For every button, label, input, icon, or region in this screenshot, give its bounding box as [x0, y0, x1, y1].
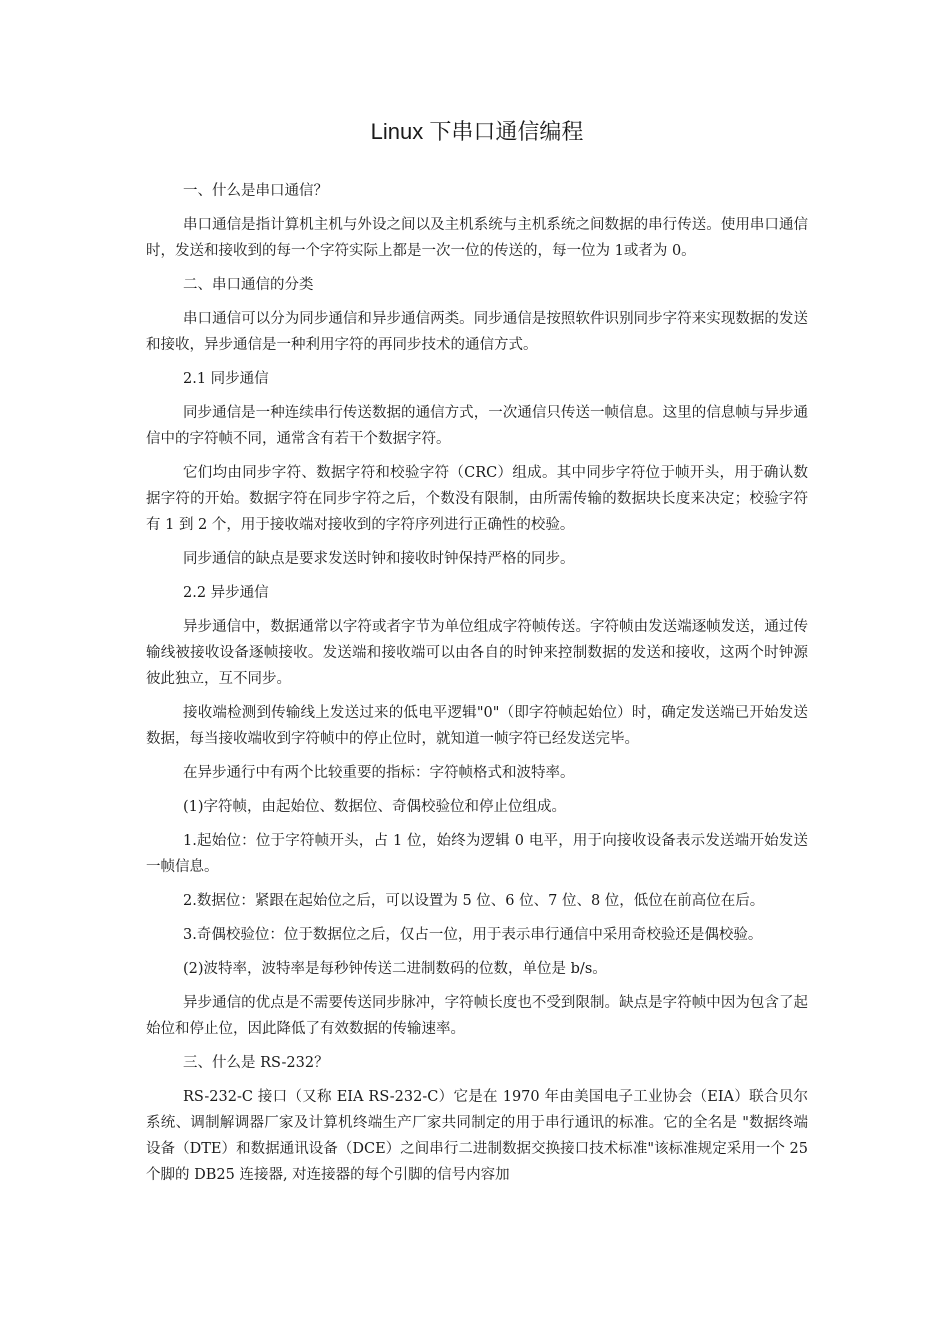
paragraph: RS-232-C 接口（又称 EIA RS-232-C）它是在 1970 年由美国电子工业协会（EIA）联合贝尔系统、调制解调器厂家及计算机终端生产厂家共同制定的用于串行通讯的标准。它的全名是 "数据终端设备（DTE）和数据通讯设备（DCE）之间串行二进制数据交换接口技术标准"该标准规定采用一个 25 个脚的 DB25 连接器, 对连接器的每个引脚的信号内容加 [146, 1089, 808, 1183]
paragraph: 在异步通行中有两个比较重要的指标：字符帧格式和波特率。 [183, 765, 575, 781]
paragraph: 异步通信的优点是不需要传送同步脉冲，字符帧长度也不受到限制。缺点是字符帧中因为包含了起始位和停止位，因此降低了有效数据的传输速率。 [146, 995, 808, 1037]
section-heading-3: 三、什么是 RS-232？ [183, 1055, 329, 1071]
paragraph: 同步通信的缺点是要求发送时钟和接收时钟保持严格的同步。 [183, 551, 575, 567]
list-item: (2)波特率，波特率是每秒钟传送二进制数码的位数，单位是 b/s。 [183, 961, 607, 977]
list-item: 3.奇偶校验位：位于数据位之后，仅占一位，用于表示串行通信中采用奇校验还是偶校验。 [183, 927, 763, 943]
subsection-heading-2-1: 2.1 同步通信 [183, 371, 269, 387]
list-item: 1.起始位：位于字符帧开头，占 1 位，始终为逻辑 0 电平，用于向接收设备表示发送端开始发送一帧信息。 [146, 833, 808, 875]
list-item: 2.数据位：紧跟在起始位之后，可以设置为 5 位、6 位、7 位、8 位，低位在前高位在后。 [183, 893, 765, 909]
section-heading-1: 一、什么是串口通信？ [183, 183, 328, 199]
paragraph: 接收端检测到传输线上发送过来的低电平逻辑"0"（即字符帧起始位）时，确定发送端已开始发送数据，每当接收端收到字符帧中的停止位时，就知道一帧字符已经发送完毕。 [146, 705, 808, 747]
paragraph: 串口通信是指计算机主机与外设之间以及主机系统与主机系统之间数据的串行传送。使用串口通信时，发送和接收到的每一个字符实际上都是一次一位的传送的，每一位为 1或者为 0。 [146, 217, 808, 259]
paragraph: 异步通信中，数据通常以字符或者字节为单位组成字符帧传送。字符帧由发送端逐帧发送，通过传输线被接收设备逐帧接收。发送端和接收端可以由各自的时钟来控制数据的发送和接收，这两个时钟源彼此独立，互不同步。 [146, 619, 808, 687]
subsection-heading-2-2: 2.2 异步通信 [183, 585, 269, 601]
document-title: Linux 下串口通信编程 [370, 119, 584, 144]
section-heading-2: 二、串口通信的分类 [183, 277, 314, 293]
document-page [146, 112, 808, 1196]
paragraph: 它们均由同步字符、数据字符和校验字符（CRC）组成。其中同步字符位于帧开头，用于确认数据字符的开始。数据字符在同步字符之后，个数没有限制，由所需传输的数据块长度来决定；校验字符有 1 到 2 个，用于接收端对接收到的字符序列进行正确性的校验。 [146, 465, 808, 533]
paragraph: 同步通信是一种连续串行传送数据的通信方式，一次通信只传送一帧信息。这里的信息帧与异步通信中的字符帧不同，通常含有若干个数据字符。 [146, 405, 808, 447]
list-item: (1)字符帧，由起始位、数据位、奇偶校验位和停止位组成。 [183, 799, 567, 815]
paragraph: 串口通信可以分为同步通信和异步通信两类。同步通信是按照软件识别同步字符来实现数据的发送和接收，异步通信是一种利用字符的再同步技术的通信方式。 [146, 311, 808, 353]
